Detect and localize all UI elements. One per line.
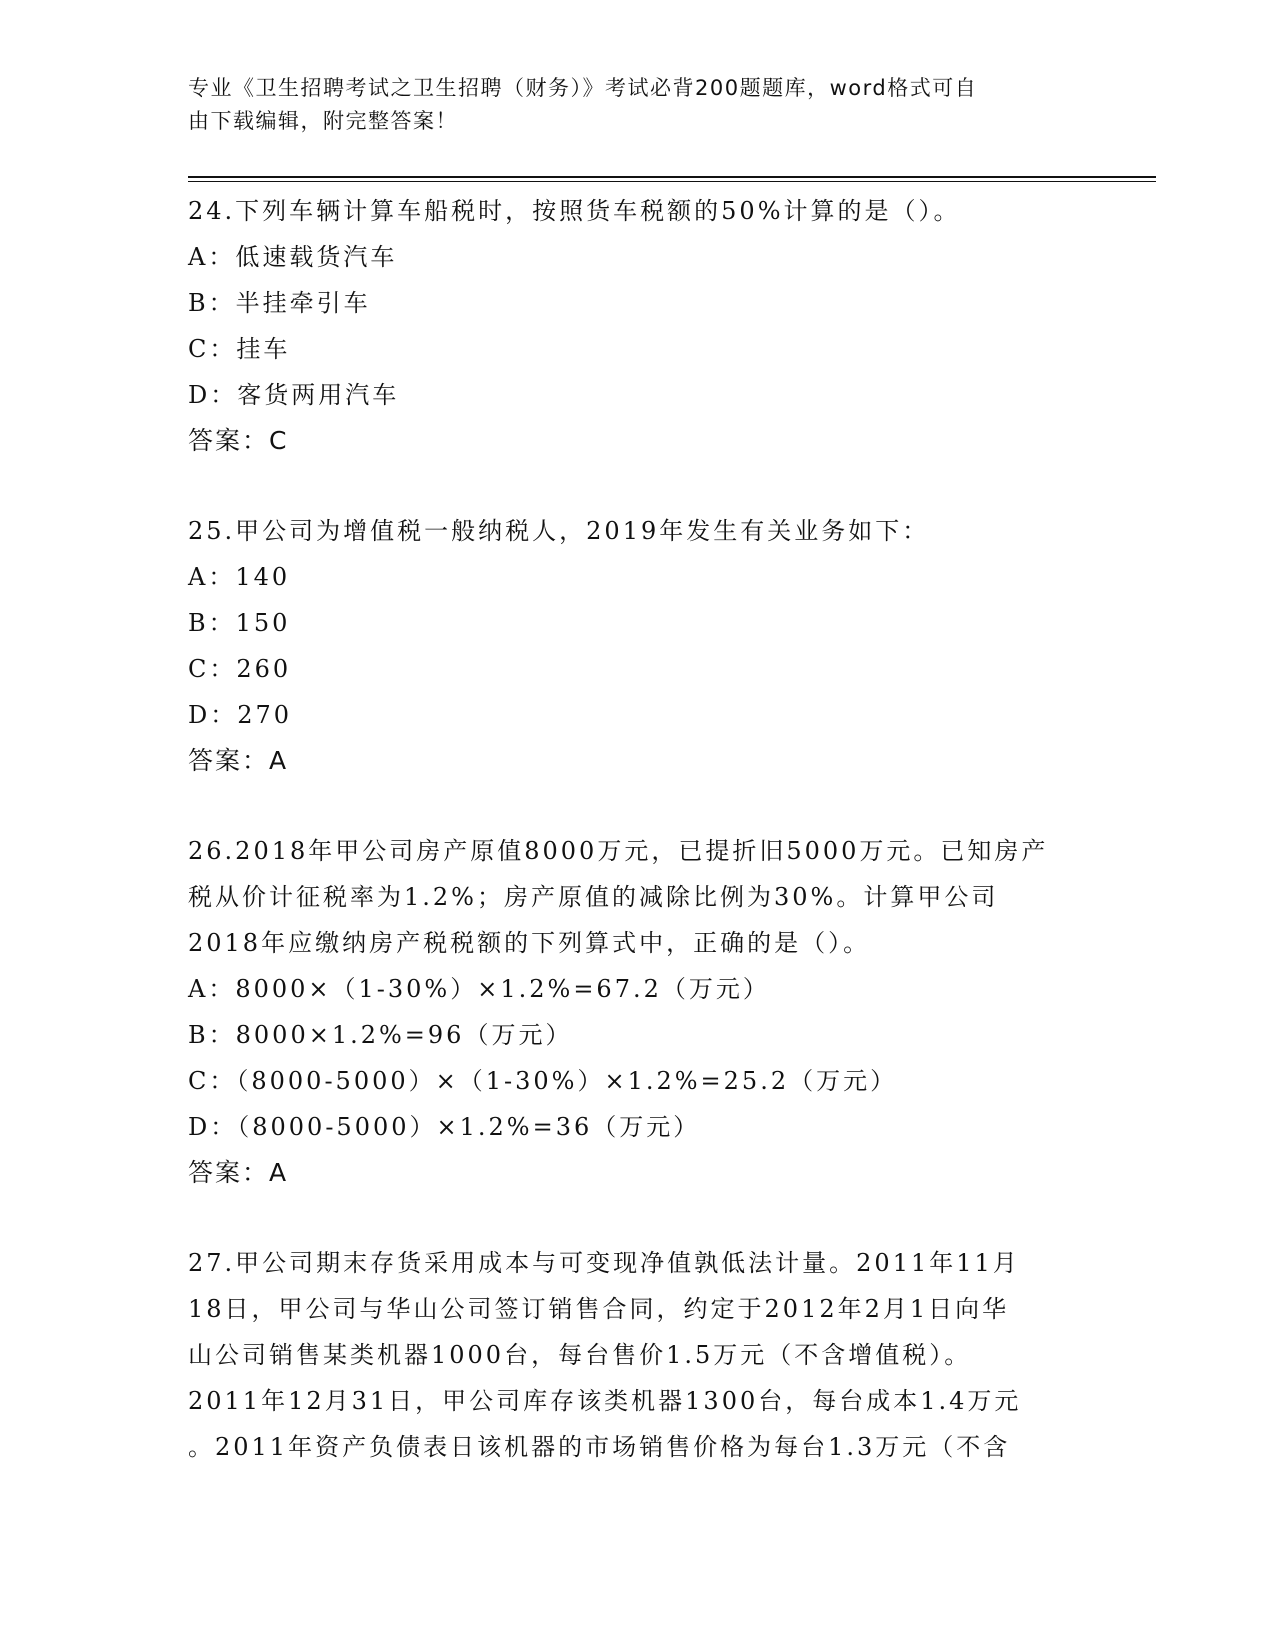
option-c: C：挂车 bbox=[188, 335, 291, 363]
answer: 答案：A bbox=[188, 1158, 289, 1187]
question-stem-line: 26.2018年甲公司房产原值8000万元，已提折旧5000万元。已知房产 bbox=[188, 837, 1049, 865]
header-line-1: 专业《卫生招聘考试之卫生招聘（财务）》考试必背200题题库，word格式可自 bbox=[188, 76, 978, 100]
question-list bbox=[188, 188, 1088, 1514]
question-24 bbox=[188, 188, 1088, 464]
question-stem: 24.下列车辆计算车船税时，按照货车税额的50%计算的是（）。 bbox=[188, 197, 961, 225]
option-a: A：140 bbox=[188, 563, 291, 591]
question-stem-line: 。2011年资产负债表日该机器的市场销售价格为每台1.3万元（不含 bbox=[188, 1433, 1011, 1461]
answer: 答案：C bbox=[188, 426, 289, 455]
answer: 答案：A bbox=[188, 746, 289, 775]
option-d: D：客货两用汽车 bbox=[188, 381, 400, 409]
question-27 bbox=[188, 1240, 1088, 1470]
option-b: B：8000×1.2%=96（万元） bbox=[188, 1021, 573, 1049]
option-d: D：270 bbox=[188, 701, 293, 729]
document-header bbox=[188, 72, 1088, 138]
question-25 bbox=[188, 508, 1088, 784]
option-a: A：8000×（1-30%）×1.2%=67.2（万元） bbox=[188, 975, 770, 1003]
question-stem-line: 山公司销售某类机器1000台，每台售价1.5万元（不含增值税）。 bbox=[188, 1341, 972, 1369]
option-a: A：低速载货汽车 bbox=[188, 243, 398, 271]
header-line-2: 由下载编辑，附完整答案！ bbox=[188, 109, 458, 133]
question-stem-line: 27.甲公司期末存货采用成本与可变现净值孰低法计量。2011年11月 bbox=[188, 1249, 1020, 1277]
option-b: B：150 bbox=[188, 609, 291, 637]
question-26 bbox=[188, 828, 1088, 1196]
question-stem-line: 2011年12月31日，甲公司库存该类机器1300台，每台成本1.4万元 bbox=[188, 1387, 1022, 1415]
option-d: D：（8000-5000）×1.2%=36（万元） bbox=[188, 1113, 701, 1141]
question-stem: 25.甲公司为增值税一般纳税人，2019年发生有关业务如下： bbox=[188, 517, 930, 545]
header-divider-thick bbox=[188, 176, 1156, 178]
question-stem-line: 2018年应缴纳房产税税额的下列算式中，正确的是（）。 bbox=[188, 929, 871, 957]
question-stem-line: 18日，甲公司与华山公司签订销售合同，约定于2012年2月1日向华 bbox=[188, 1295, 1010, 1323]
option-c: C：（8000-5000）×（1-30%）×1.2%=25.2（万元） bbox=[188, 1067, 898, 1095]
header-divider-thin bbox=[188, 181, 1156, 182]
option-c: C：260 bbox=[188, 655, 292, 683]
option-b: B：半挂牵引车 bbox=[188, 289, 371, 317]
question-stem-line: 税从价计征税率为1.2%；房产原值的减除比例为30%。计算甲公司 bbox=[188, 883, 999, 911]
